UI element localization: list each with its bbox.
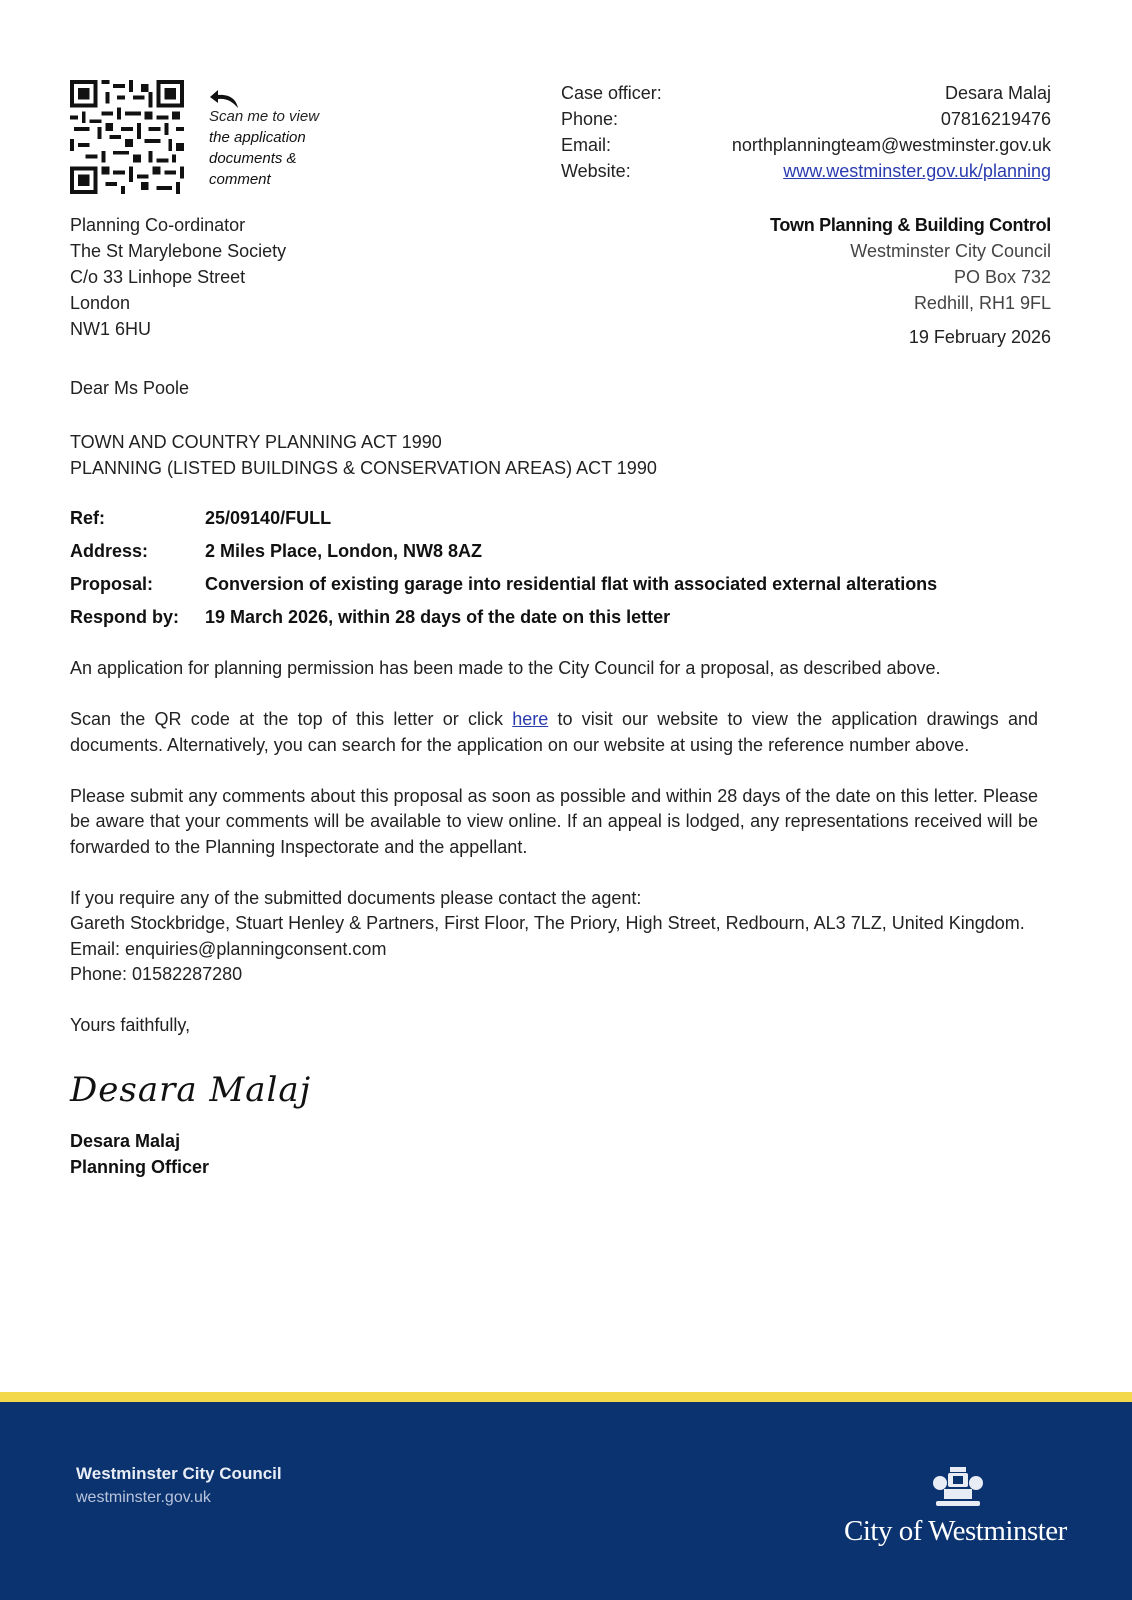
here-link[interactable]: here (512, 709, 549, 729)
contact-row-phone: Phone: 07816219476 (561, 106, 1051, 132)
closing: Yours faithfully, (70, 1015, 191, 1035)
detail-row-proposal: Proposal: Conversion of existing garage into residential flat with associated external alterations (70, 574, 938, 594)
paragraph-view-documents: Scan the QR code at the top of this letter or click here to visit our website to view the application drawings and documents. Alternatively, you can search for the application on our website at using the reference number above. (70, 709, 1038, 755)
application-details (70, 508, 937, 640)
agent-email: Email: enquiries@planningconsent.com (70, 938, 387, 959)
detail-row-address: Address: 2 Miles Place, London, NW8 8AZ (70, 541, 483, 561)
footer-url: westminster.gov.uk (76, 1489, 211, 1506)
contact-row-website: Website: www.westminster.gov.uk/planning (561, 158, 1051, 184)
paragraph-intro: An application for planning permission has been made to the City Council for a proposal, as described above. (70, 658, 941, 678)
footer-city-logo: City of Westminster (844, 1515, 1067, 1547)
signatory (70, 1128, 209, 1180)
coat-of-arms-icon (928, 1465, 988, 1509)
detail-row-respond-by: Respond by: 19 March 2026, within 28 days of the date on this letter (70, 607, 671, 627)
agent-address: Gareth Stockbridge, Stuart Henley & Partners, First Floor, The Priory, High Street, Redbourn, AL3 7LZ, United Kingdom. (70, 913, 1025, 933)
phone-number: 07816219476 (940, 109, 1051, 129)
agent-phone: Phone: 01582287280 (70, 964, 243, 984)
legislation-heading: TOWN AND COUNTRY PLANNING ACT 1990 PLANNING (LISTED BUILDINGS & CONSERVATION AREAS) ACT 1990 (70, 432, 657, 478)
signatory-name: Desara Malaj (70, 1131, 181, 1151)
department-heading: Town Planning & Building Control (769, 215, 1051, 235)
letter-date: 19 February 2026 (908, 327, 1051, 347)
footer-org-name: Westminster City Council (76, 1464, 282, 1483)
website-link[interactable]: www.westminster.gov.uk/planning (783, 161, 1051, 181)
email-address: northplanningteam@westminster.gov.uk (731, 135, 1051, 155)
council-address: Town Planning & Building Control Westminster City Council PO Box 732 Redhill, RH1 9FL (770, 212, 1051, 316)
case-officer-name: Desara Malaj (944, 83, 1051, 103)
qr-code[interactable] (70, 80, 184, 194)
recipient-address: Planning Co-ordinator The St Marylebone Society C/o 33 Linhope Street London NW1 6HU (70, 215, 287, 339)
paragraph-comments: Please submit any comments about this proposal as soon as possible and within 28 days of the date on this letter. Please be aware that your comments will be available to view online. If an appeal is lodged, any representations received will be forwarded to the Planning Inspectorate and the appellant. (70, 785, 1038, 857)
qr-caption: Scan me to view the application documents & comment (209, 108, 320, 188)
agent-intro: If you require any of the submitted documents please contact the agent: (70, 887, 642, 908)
footer-stripe (0, 1392, 1132, 1402)
reference-number: 25/09140/FULL (205, 508, 332, 528)
contact-details (561, 80, 1051, 184)
salutation: Dear Ms Poole (70, 378, 190, 398)
contact-row-email: Email: northplanningteam@westminster.gov.uk (561, 132, 1051, 158)
signature: Desara Malaj (70, 1070, 312, 1110)
contact-row-case-officer: Case officer: Desara Malaj (561, 80, 1051, 106)
detail-row-ref: Ref: 25/09140/FULL (70, 508, 332, 528)
signatory-title: Planning Officer (70, 1157, 210, 1177)
letter-body (70, 656, 1038, 1039)
